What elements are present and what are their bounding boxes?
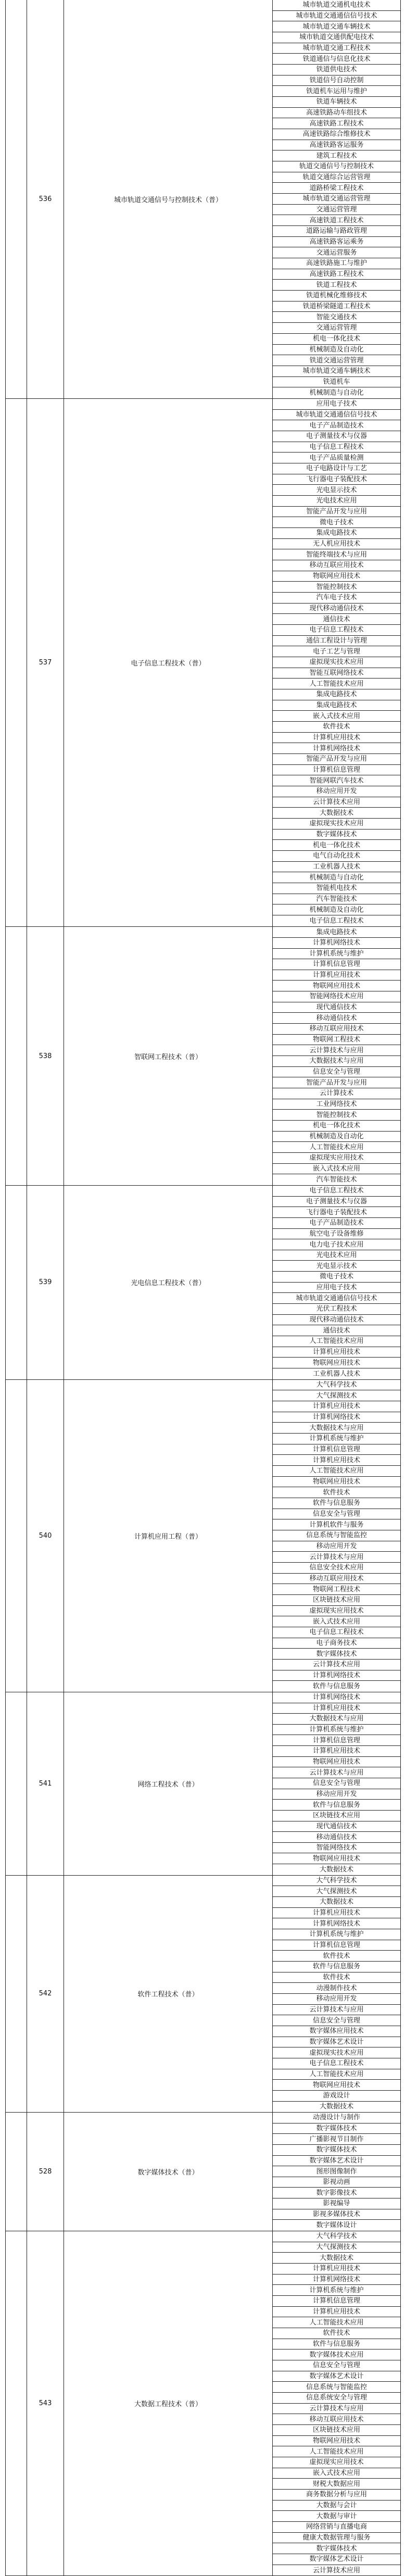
- related-major-item: 影视编导: [273, 2198, 400, 2209]
- related-major-item: 汽车电子技术: [273, 593, 400, 604]
- related-major-item: 铁道供电技术: [273, 65, 400, 76]
- major-name: 智联网工程技术（普）: [64, 927, 273, 1185]
- related-major-item: 智能机电技术: [273, 883, 400, 894]
- blank-cell: [6, 2231, 27, 2575]
- related-major-item: 区块链技术应用: [273, 1595, 400, 1606]
- related-major-item: 广播影视节目制作: [273, 2134, 400, 2145]
- related-major-list: [273, 2231, 400, 2575]
- related-major-item: 智能控制技术: [273, 1110, 400, 1121]
- blank-cell: [6, 1876, 27, 2112]
- related-major-item: 人工智能技术应用: [273, 2446, 400, 2457]
- related-major-item: 电子电路设计与工艺: [273, 463, 400, 474]
- related-major-item: 智能控制技术: [273, 582, 400, 593]
- blank-cell: [6, 1692, 27, 1875]
- related-major-item: 现代移动通信技术: [273, 604, 400, 614]
- related-major-item: 嵌入式技术应用: [273, 1164, 400, 1175]
- related-major-item: 智能网络技术: [273, 1843, 400, 1854]
- major-code: 528: [27, 2113, 64, 2231]
- related-major-item: 软件与信息服务: [312, 1682, 360, 1691]
- major-name: 软件工程技术（普）: [64, 1876, 273, 2112]
- related-major-item: 大数据技术与应用: [273, 1714, 400, 1725]
- related-major-item: 区块链技术应用: [273, 1811, 400, 1821]
- related-major-item: 移动应用开发: [273, 1541, 400, 1552]
- related-major-item: 虚拟现实技术应用: [273, 2047, 400, 2058]
- related-major-item: 图形图像制作: [273, 2166, 400, 2177]
- related-major-item: 铁道桥梁隧道工程技术: [273, 301, 400, 312]
- related-major-item: 智能网联汽车技术: [273, 775, 400, 786]
- related-major-item: 电子信息工程技术: [273, 442, 400, 453]
- major-code: 540: [27, 1380, 64, 1692]
- related-major-item: 机械制造及自动化: [273, 345, 400, 356]
- related-major-item: 计算机网络技术: [273, 1692, 400, 1703]
- related-major-item: 软件技术: [273, 2328, 400, 2339]
- related-major-item: 光电显示技术: [273, 1261, 400, 1272]
- related-major-item: 微电子技术: [273, 1272, 400, 1283]
- related-major-item: 计算机应用技术: [273, 2264, 400, 2275]
- related-major-item: 铁道车辆技术: [273, 97, 400, 108]
- related-major-item: 现代移动通信技术: [273, 1315, 400, 1326]
- related-major-item: 信息系统与智能监控: [273, 1530, 400, 1541]
- related-major-item: 智能网络技术应用: [273, 991, 400, 1002]
- major-code: 542: [27, 1876, 64, 2112]
- related-major-item: 人工智能技术应用: [273, 2317, 400, 2328]
- related-major-item: 软件技术: [273, 722, 400, 733]
- related-major-item: 计算机系统与维护: [273, 1929, 400, 1940]
- related-major-item: 光电显示技术: [273, 485, 400, 496]
- related-major-item: 城市轨道交通通信信号技术: [273, 1293, 400, 1304]
- major-name: 城市轨道交通信号与控制技术（普）: [64, 0, 273, 398]
- related-major-item: 移动应用开发: [273, 786, 400, 797]
- related-major-item: 智能产品开发与应用: [273, 507, 400, 518]
- related-major-item: 城市轨道交通运营管理: [273, 194, 400, 205]
- related-major-item: 云计算技术应用: [312, 2566, 360, 2574]
- related-major-item: 嵌入式技术应用: [273, 2468, 400, 2479]
- related-major-item: 城市轨道交通工程技术: [273, 43, 400, 54]
- related-major-item: 计算机应用技术: [273, 1401, 400, 1412]
- major-group: [6, 1692, 400, 1876]
- related-major-item: 计算机网络技术: [273, 743, 400, 754]
- related-major-item: 信息安全技术应用: [273, 1563, 400, 1574]
- related-major-item: 光伏工程技术: [273, 1304, 400, 1315]
- blank-cell: [6, 927, 27, 1185]
- related-major-item: 电子信息工程技术: [273, 625, 400, 636]
- related-major-item: 虚拟现实技术应用: [273, 819, 400, 830]
- related-major-item: 网络营销与直播电商: [273, 2522, 400, 2533]
- related-major-item: 软件与信息服务: [273, 1800, 400, 1811]
- major-code: 536: [27, 0, 64, 398]
- related-major-item: 交通运营服务: [273, 247, 400, 258]
- related-major-item: 物联网应用技术: [273, 1757, 400, 1768]
- related-major-item: 交通运营管理: [273, 323, 400, 334]
- majors-table: [5, 0, 401, 2576]
- related-major-item: 软件与信息服务: [273, 1962, 400, 1972]
- related-major-item: 智能产品开发与应用: [273, 754, 400, 765]
- major-code: 543: [27, 2231, 64, 2575]
- related-major-item: 计算机信息管理: [273, 1735, 400, 1746]
- major-group: [6, 399, 400, 927]
- related-major-item: 计算机应用技术: [273, 1347, 400, 1358]
- blank-cell: [6, 399, 27, 926]
- related-major-list: [273, 1380, 400, 1692]
- related-major-item: 物联网应用技术: [273, 2080, 400, 2091]
- related-major-item: 集成电路技术: [273, 700, 400, 711]
- related-major-item: 铁道工程技术: [273, 280, 400, 291]
- related-major-item: 计算机信息管理: [273, 959, 400, 970]
- related-major-item: 电子信息工程技术: [309, 916, 364, 925]
- related-major-item: 计算机信息管理: [273, 2296, 400, 2307]
- blank-cell: [6, 2113, 27, 2231]
- related-major-item: 人工智能技术应用: [273, 1336, 400, 1347]
- related-major-item: 计算机应用技术: [273, 1703, 400, 1714]
- related-major-item: 大气探测技术: [273, 1390, 400, 1401]
- related-major-item: 商务数据分析与应用: [273, 2490, 400, 2500]
- related-major-item: 计算机信息管理: [273, 1940, 400, 1951]
- related-major-list: [273, 927, 400, 1185]
- related-major-item: 机电一体化技术: [273, 334, 400, 345]
- related-major-item: 云计算技术与应用: [273, 2404, 400, 2415]
- related-major-item: 建筑工程技术: [273, 150, 400, 161]
- related-major-item: 大气科学技术: [273, 1380, 400, 1391]
- related-major-item: 数字媒体技术: [273, 1649, 400, 1660]
- related-major-item: 电子信息工程技术: [273, 1186, 400, 1197]
- related-major-item: 机械制造与自动化: [309, 389, 364, 397]
- related-major-item: 数字媒体艺术设计: [273, 2371, 400, 2382]
- related-major-item: 人工智能技术应用: [273, 1466, 400, 1477]
- related-major-item: 高速铁路客运服务: [273, 140, 400, 151]
- related-major-item: 电子信息工程技术: [273, 1627, 400, 1638]
- blank-cell: [6, 1186, 27, 1379]
- related-major-item: 移动应用开发: [273, 1994, 400, 2005]
- related-major-item: 城市轨道交通通信信号技术: [273, 11, 400, 22]
- related-major-item: 通信技术: [273, 1325, 400, 1336]
- related-major-item: 铁道机车: [273, 377, 400, 388]
- related-major-item: 集成电路技术: [273, 927, 400, 938]
- related-major-item: 云计算技术应用: [273, 797, 400, 808]
- related-major-item: 人工智能技术应用: [273, 678, 400, 689]
- blank-cell: [6, 1380, 27, 1692]
- related-major-item: 微电子技术: [273, 517, 400, 528]
- related-major-item: 城市轨道交通机电技术: [273, 0, 400, 11]
- related-major-item: 工业机器人技术: [312, 1369, 360, 1378]
- related-major-item: 计算机系统与维护: [273, 1434, 400, 1444]
- related-major-item: 机电一体化技术: [273, 1121, 400, 1132]
- related-major-item: 数字媒体技术: [273, 2145, 400, 2156]
- related-major-item: 物联网应用技术: [273, 571, 400, 582]
- related-major-item: 铁道交通运营管理: [273, 355, 400, 366]
- related-major-item: 信息系统与智能监控: [273, 2382, 400, 2393]
- related-major-item: 现代通信技术: [273, 1821, 400, 1832]
- related-major-item: 云计算技术与应用: [273, 1767, 400, 1778]
- related-major-list: [273, 1876, 400, 2112]
- related-major-item: 电子工艺与管理: [273, 646, 400, 657]
- related-major-item: 物联网应用技术: [273, 1477, 400, 1488]
- related-major-item: 轨道交通信号与控制技术: [273, 161, 400, 172]
- related-major-item: 现代通信技术: [273, 1002, 400, 1013]
- related-major-item: 大数据技术: [319, 2103, 353, 2111]
- related-major-item: 电子产品质量检测: [273, 453, 400, 463]
- related-major-item: 影视动画: [273, 2177, 400, 2188]
- blank-cell: [6, 0, 27, 398]
- related-major-item: 数字媒体技术: [273, 830, 400, 840]
- major-group: [6, 1876, 400, 2113]
- related-major-item: 数字媒体技术应用: [273, 2349, 400, 2360]
- related-major-item: 软件与信息服务: [273, 1498, 400, 1509]
- related-major-item: 云计算技术: [273, 1088, 400, 1099]
- related-major-item: 计算机应用技术: [273, 733, 400, 744]
- related-major-item: 区块链技术应用: [273, 2425, 400, 2436]
- related-major-item: 云计算技术与应用: [273, 1045, 400, 1056]
- related-major-item: 信息安全与管理: [273, 2015, 400, 2026]
- major-name: 网络工程技术（普）: [64, 1692, 273, 1875]
- related-major-item: 汽车智能技术: [316, 1176, 357, 1184]
- major-name: 大数据工程技术（普）: [64, 2231, 273, 2575]
- related-major-item: 软件技术: [273, 1972, 400, 1983]
- related-major-item: 计算机系统与维护: [273, 949, 400, 960]
- related-major-list: [273, 2113, 400, 2231]
- related-major-item: 软件与信息服务: [273, 2339, 400, 2350]
- related-major-item: 移动互联应用技术: [273, 1024, 400, 1035]
- related-major-item: 机电一体化技术: [273, 840, 400, 851]
- related-major-item: 高速铁路施工与维护: [273, 258, 400, 269]
- major-name: 数字媒体技术（普）: [64, 2113, 273, 2231]
- related-major-item: 电子测量技术与仪器: [273, 431, 400, 442]
- related-major-item: 高速铁路动车组技术: [273, 108, 400, 119]
- related-major-item: 计算机应用技术: [273, 970, 400, 981]
- major-code: 537: [27, 399, 64, 926]
- related-major-item: 城市轨道交通通信信号技术: [273, 410, 400, 421]
- related-major-item: 高速铁道工程技术: [273, 215, 400, 226]
- related-major-item: 大数据技术: [273, 808, 400, 819]
- related-major-item: 城市轨道交通车辆技术: [273, 21, 400, 32]
- related-major-list: [273, 0, 400, 398]
- related-major-item: 智能终端技术与应用: [273, 549, 400, 560]
- related-major-item: 移动应用开发: [273, 1789, 400, 1800]
- related-major-item: 信息安全与管理: [273, 1778, 400, 1789]
- related-major-item: 大数据技术: [319, 1865, 353, 1874]
- related-major-item: 电子商务技术: [273, 1638, 400, 1649]
- related-major-item: 人工智能技术应用: [273, 2069, 400, 2080]
- related-major-item: 嵌入式技术应用: [273, 1616, 400, 1627]
- related-major-item: 汽车智能技术: [273, 894, 400, 905]
- related-major-item: 飞行器电子装配技术: [273, 1207, 400, 1218]
- related-major-item: 计算机网络技术: [273, 1670, 400, 1681]
- related-major-item: 计算机软件与服务: [273, 1519, 400, 1530]
- related-major-item: 计算机应用技术: [273, 1908, 400, 1919]
- related-major-item: 集成电路技术: [273, 689, 400, 700]
- related-major-item: 通信工程设计与管理: [273, 636, 400, 647]
- related-major-item: 高速铁路工程技术: [273, 118, 400, 129]
- related-major-item: 软件技术: [273, 1487, 400, 1498]
- major-group: [6, 927, 400, 1186]
- related-major-item: 光电技术应用: [273, 496, 400, 507]
- related-major-item: 航空电子设备维修: [273, 1229, 400, 1240]
- related-major-item: 数字媒体艺术设计: [273, 2554, 400, 2565]
- related-major-item: 城市轨道交通车辆技术: [273, 366, 400, 377]
- related-major-item: 应用电子技术: [273, 399, 400, 410]
- related-major-item: 物联网应用技术: [273, 2436, 400, 2447]
- related-major-item: 游戏设计: [273, 2091, 400, 2102]
- related-major-item: 城市轨道交通供配电技术: [273, 32, 400, 43]
- related-major-item: 工业网络技术: [273, 1099, 400, 1110]
- related-major-item: 信息安全与管理: [273, 1509, 400, 1520]
- related-major-item: 动漫设计与制作: [273, 2113, 400, 2123]
- related-major-item: 移动通信技术: [273, 1832, 400, 1843]
- related-major-list: [273, 1692, 400, 1875]
- related-major-item: 虚拟现实应用技术: [273, 1606, 400, 1617]
- related-major-item: 铁道机车运用与维护: [273, 86, 400, 97]
- related-major-item: 大气探测技术: [273, 1886, 400, 1897]
- related-major-item: 云计算技术与应用: [273, 2005, 400, 2016]
- related-major-item: 通信技术: [273, 614, 400, 625]
- related-major-item: 机械制造及自动化: [273, 904, 400, 915]
- related-major-item: 智能产品开发与应用: [273, 1077, 400, 1088]
- related-major-item: 高速铁路工程技术: [273, 269, 400, 280]
- related-major-item: 大数据技术与应用: [273, 1423, 400, 1434]
- related-major-item: 工业机器人技术: [273, 862, 400, 873]
- related-major-item: 铁道信号自动控制: [273, 76, 400, 86]
- related-major-item: 电子信息工程技术: [273, 2058, 400, 2069]
- related-major-item: 计算机网络技术: [273, 1918, 400, 1929]
- related-major-item: 云计算技术应用: [273, 1660, 400, 1670]
- related-major-item: 应用电子技术: [273, 1283, 400, 1293]
- related-major-item: 大气科学技术: [273, 2231, 400, 2242]
- related-major-item: 移动互联应用技术: [273, 560, 400, 571]
- related-major-item: 大气探测技术: [273, 2242, 400, 2253]
- related-major-item: 嵌入式技术应用: [273, 711, 400, 722]
- major-code: 538: [27, 927, 64, 1185]
- related-major-item: 机械制造与自动化: [273, 872, 400, 883]
- major-code: 541: [27, 1692, 64, 1875]
- major-group: [6, 1186, 400, 1380]
- major-code: 539: [27, 1186, 64, 1379]
- related-major-item: 计算机信息管理: [273, 1444, 400, 1455]
- related-major-item: 信息安全与管理: [273, 1067, 400, 1078]
- related-major-item: 计算机网络技术: [273, 2275, 400, 2285]
- related-major-item: 轨道交通综合运营管理: [273, 172, 400, 183]
- related-major-item: 数字媒体应用技术: [273, 2026, 400, 2037]
- related-major-item: 计算机应用技术: [273, 1455, 400, 1466]
- related-major-item: 信息安全与管理: [273, 2360, 400, 2371]
- related-major-item: 虚拟现实应用技术: [273, 2457, 400, 2468]
- major-name: 光电信息工程技术（普）: [64, 1186, 273, 1379]
- related-major-item: 大数据技术: [273, 2253, 400, 2264]
- related-major-item: 物联网工程技术: [273, 1584, 400, 1595]
- related-major-item: 物联网应用技术: [273, 981, 400, 991]
- major-group: [6, 0, 400, 399]
- related-major-list: [273, 1186, 400, 1379]
- related-major-item: 高速铁路客运乘务: [273, 237, 400, 248]
- related-major-item: 物联网应用技术: [273, 1358, 400, 1368]
- related-major-item: 移动互联应用技术: [273, 2414, 400, 2425]
- related-major-item: 智能互联网络技术: [273, 668, 400, 679]
- related-major-item: 信息系统安全与管理: [273, 2393, 400, 2404]
- related-major-item: 大数据技术与应用: [273, 1056, 400, 1067]
- related-major-item: 电子产品制造技术: [273, 420, 400, 431]
- related-major-item: 物联网应用技术: [273, 1853, 400, 1864]
- related-major-item: 电力电子技术应用: [273, 1239, 400, 1250]
- related-major-item: 动漫制作技术: [273, 1983, 400, 1994]
- related-major-item: 虚拟现实技术应用: [273, 657, 400, 668]
- related-major-item: 智能交通技术: [273, 312, 400, 323]
- related-major-item: 大数据技术: [273, 1897, 400, 1908]
- related-major-item: 无人机应用技术: [273, 539, 400, 550]
- related-major-item: 数字媒体技术: [273, 2543, 400, 2554]
- related-major-item: 计算机应用技术: [273, 1746, 400, 1757]
- related-major-item: 大数据与会计: [273, 2500, 400, 2511]
- related-major-item: 计算机系统与维护: [273, 1725, 400, 1736]
- related-major-item: 计算机系统与维护: [273, 2285, 400, 2296]
- related-major-item: 健康大数据管理与服务: [273, 2533, 400, 2544]
- related-major-item: 道路运输与路政管理: [273, 226, 400, 237]
- related-major-item: 虚拟现实应用技术: [273, 1153, 400, 1164]
- related-major-item: 数字影像技术: [273, 2188, 400, 2198]
- related-major-item: 影视多媒体技术: [273, 2209, 400, 2220]
- related-major-item: 光电技术应用: [273, 1250, 400, 1261]
- related-major-item: 道路桥梁工程技术: [273, 183, 400, 194]
- related-major-item: 高速铁路综合维修技术: [273, 129, 400, 140]
- related-major-item: 财税大数据应用: [273, 2479, 400, 2490]
- related-major-item: 数字媒体艺术设计: [273, 2037, 400, 2048]
- related-major-item: 计算机网络技术: [273, 1412, 400, 1423]
- related-major-item: 数字媒体艺术设计: [273, 2156, 400, 2167]
- related-major-item: 飞行器电子装配技术: [273, 474, 400, 485]
- related-major-item: 大气科学技术: [273, 1876, 400, 1887]
- related-major-item: 电子产品制造技术: [273, 1218, 400, 1229]
- related-major-item: 电子测量技术与仪器: [273, 1197, 400, 1208]
- related-major-item: 铁道机械化维修技术: [273, 291, 400, 301]
- related-major-item: 计算机网络技术: [273, 938, 400, 949]
- related-major-item: 机械制造及自动化: [273, 1132, 400, 1142]
- related-major-item: 计算机信息管理: [273, 765, 400, 776]
- related-major-item: 移动互联应用技术: [273, 1574, 400, 1585]
- related-major-item: 集成电路技术: [273, 528, 400, 539]
- major-group: [6, 2113, 400, 2231]
- related-major-item: 数字媒体技术: [273, 2123, 400, 2134]
- major-group: [6, 2231, 400, 2576]
- related-major-item: 电气自动化技术: [273, 851, 400, 862]
- related-major-item: 铁道通信与信息化技术: [273, 54, 400, 65]
- related-major-item: 人工智能技术应用: [273, 1142, 400, 1153]
- related-major-item: 交通运营管理: [273, 205, 400, 216]
- related-major-item: 云计算技术与应用: [273, 1552, 400, 1563]
- related-major-list: [273, 399, 400, 926]
- major-name: 电子信息工程技术（普）: [64, 399, 273, 926]
- major-group: [6, 1380, 400, 1692]
- related-major-item: 计算机应用技术: [273, 2307, 400, 2318]
- related-major-item: 物联网工程技术: [273, 1035, 400, 1046]
- related-major-item: 大数据与审计: [273, 2511, 400, 2522]
- related-major-item: 软件技术: [273, 1951, 400, 1962]
- related-major-item: 数字媒体设计: [316, 2221, 357, 2230]
- major-name: 计算机应用工程（普）: [64, 1380, 273, 1692]
- related-major-item: 移动通信技术: [273, 1013, 400, 1024]
